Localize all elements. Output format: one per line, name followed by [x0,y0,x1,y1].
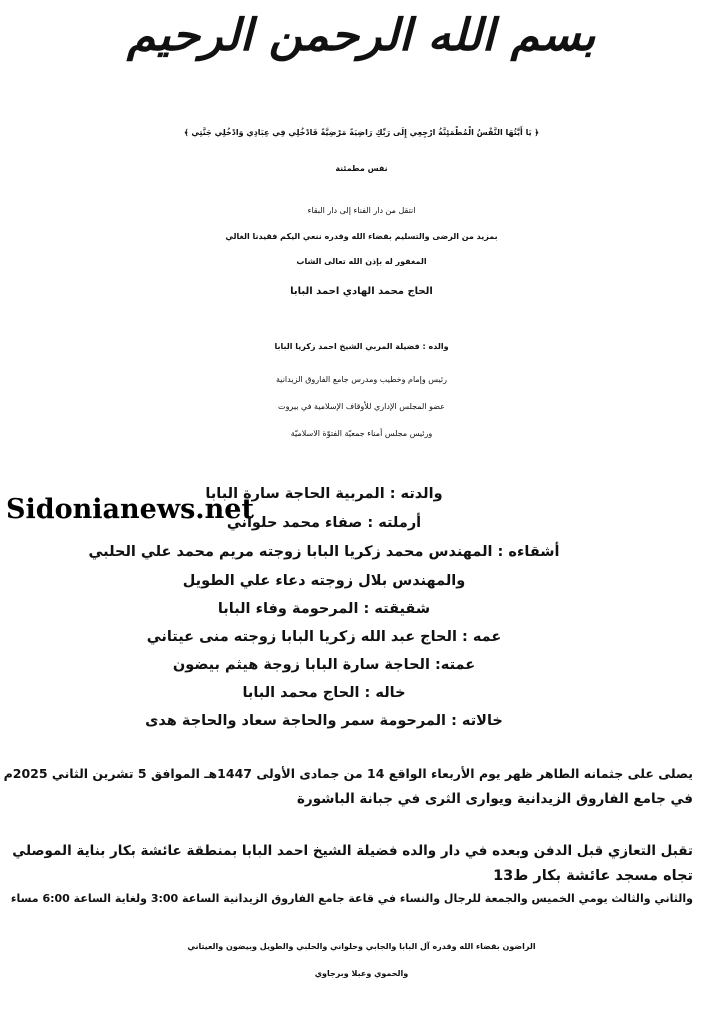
funeral-line-2: في جامع الفاروق الزيدانية ويوارى الثرى في جبانة الباشورة [296,791,693,807]
condolences-line-2: تجاه مسجد عائشة بكار ط13 [493,868,693,884]
basmala-text: بسم الله الرحمن الرحيم [127,10,596,61]
signature-line-2: والحموي وعبلا وبرجاوي [314,969,409,978]
condolences-line-3: والثاني والثالث يومي الخميس والجمعة للرجال والنساء في قاعة جامع الفاروق الزيدانية الساعة 3:00 ولغاية الساعة 6:00 مساء [10,892,693,905]
father-title-1: رئيس وإمام وخطيب ومدرس جامع الفاروق الزيدانية [276,375,447,384]
family-brother-2: والمهندس بلال زوجته دعاء علي الطويل [182,573,466,589]
watermark: Sidonianews.net [6,494,254,525]
intro-line-3: المغفور له بإذن الله تعالى الشاب [296,257,427,266]
intro-line-2: بمزيد من الرضى والتسليم بقضاء الله وقدره ننعي اليكم فقيدنا الغالي [225,232,498,241]
father-line: والده : فضيلة المربي الشيخ احمد زكريا البابا [274,342,449,351]
condolences-line-1: تقبل التعازي قبل الدفن وبعده في دار والده فضيلة الشيخ احمد البابا بمنطقة عائشة بكار بناية الموصلي [12,843,693,859]
intro-line-1: انتقل من دار الفناء إلى دار البقاء [307,206,416,215]
family-brothers: أشقاءه : المهندس محمد زكريا البابا زوجته مريم محمد علي الحلبي [88,544,560,560]
deceased-name: الحاج محمد الهادي احمد البابا [290,286,433,297]
basmala-calligraphy [0,10,723,90]
family-maternal-uncle: خاله : الحاج محمد البابا [242,685,406,701]
family-maternal-aunts: خالاته : المرحومة سمر والحاجة سعاد والحاجة هدى [145,713,503,729]
funeral-line-1: يصلى على جثمانه الطاهر ظهر يوم الأربعاء الواقع 14 من جمادى الأولى 1447هـ الموافق 5 تشرين الثاني 2025م [3,766,693,781]
family-uncle: عمه : الحاج عبد الله زكريا البابا زوجته منى عيتاني [146,629,502,645]
family-aunt: عمته: الحاجة سارة البابا زوجة هيثم بيضون [172,657,476,673]
father-title-2: عضو المجلس الإداري للأوقاف الإسلامية في بيروت [278,402,445,411]
family-mother: والدته : المربية الحاجة سارة البابا [205,486,443,502]
family-sister: شقيقته : المرحومة وفاء البابا [217,601,431,617]
signature-line-1: الراضون بقضاء الله وقدره آل البابا والجابي وحلواني والحلبي والطويل وبيضون والعيتاني [187,942,536,951]
subtitle: نفس مطمئنة [335,164,388,173]
family-widow: أرملته : صفاء محمد حلواني [226,515,422,531]
quran-verse: ﴿ يَا أَيَّتُهَا النَّفْسُ الْمُطْمَئِنَّةُ ارْجِعِي إِلَى رَبِّكِ رَاضِيَةً مَرْضِيَّةً فَادْخُلِي فِي عِبَادِي وَادْخُلِي جَنَّتِي ﴾ [183,128,540,137]
father-title-3: ورئيس مجلس أمناء جمعيّة الفتوّة الاسلاميّة [290,429,433,438]
